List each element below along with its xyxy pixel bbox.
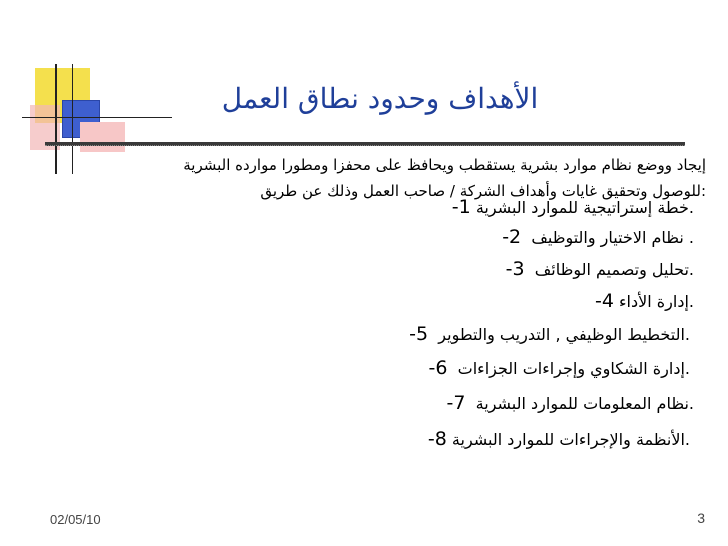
list-item <box>595 290 694 312</box>
list-item <box>447 392 694 414</box>
item-text: .تحليل وتصميم الوظائف <box>534 260 694 279</box>
item-text: .إدارة الأداء <box>619 292 694 311</box>
item-number: 2- <box>502 226 522 248</box>
horizontal-line <box>22 117 172 118</box>
list-item <box>452 196 694 218</box>
title-rule <box>45 142 685 146</box>
list-item <box>428 428 690 450</box>
page-number: 3 <box>697 510 705 526</box>
list-item <box>506 258 694 280</box>
item-text: .الأنظمة والإجراءات للموارد البشرية <box>451 430 690 449</box>
item-number: 1- <box>451 196 471 218</box>
item-number: 6- <box>428 357 448 379</box>
intro-line-2: :للوصول وتحقيق غايات وأهداف الشركة / صاحب العمل وذلك عن طريق <box>260 182 706 200</box>
item-text: .إدارة الشكاوي وإجراءات الجزاءات <box>457 359 690 378</box>
item-number: 8- <box>427 428 447 450</box>
footer-date: 02/05/10 <box>50 512 101 527</box>
list-item <box>409 323 690 345</box>
item-text: .خطة إستراتيجية للموارد البشرية <box>475 198 694 217</box>
item-number: 4- <box>594 290 614 312</box>
list-item <box>429 357 690 379</box>
pink-square <box>80 122 125 152</box>
slide-title: الأهداف وحدود نطاق العمل <box>221 82 539 115</box>
item-text: .نظام المعلومات للموارد البشرية <box>475 394 694 413</box>
item-number: 7- <box>446 392 466 414</box>
list-item <box>502 226 694 248</box>
item-text: .التخطيط الوظيفي , التدريب والتطوير <box>438 325 690 344</box>
item-number: 3- <box>505 258 525 280</box>
item-text: . نظام الاختيار والتوظيف <box>531 228 694 247</box>
item-number: 5- <box>409 323 429 345</box>
intro-line-1: إيجاد ووضع نظام موارد بشرية يستقطب ويحافظ على محفزا ومطورا موارده البشرية <box>183 156 706 174</box>
